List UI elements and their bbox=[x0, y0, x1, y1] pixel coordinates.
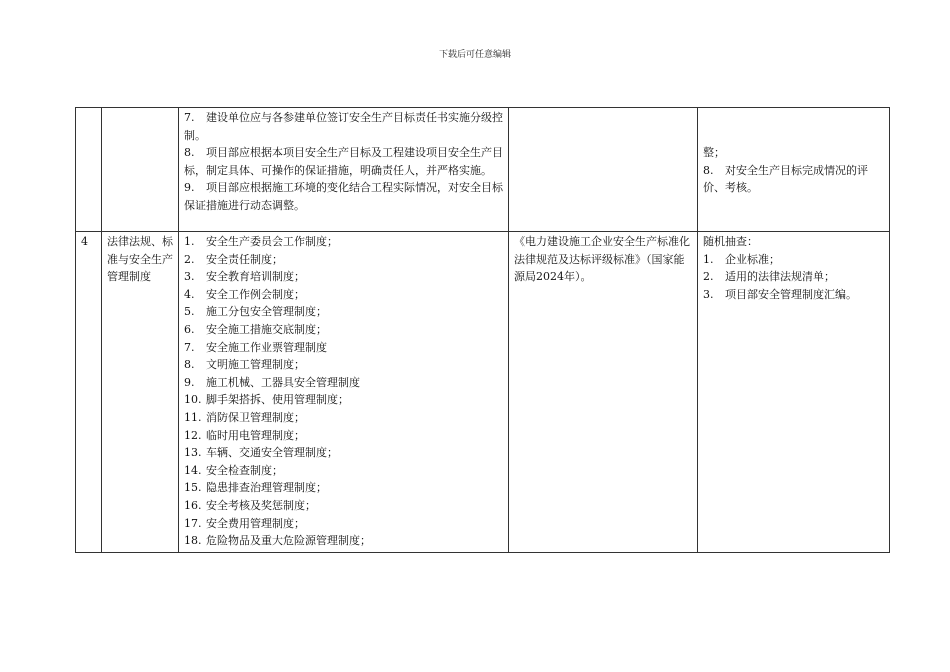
page-header-note: 下载后可任意编辑 bbox=[438, 50, 511, 60]
list-item bbox=[184, 462, 503, 480]
method-title: 随机抽查： bbox=[703, 235, 758, 248]
method-prefix: 整； bbox=[703, 146, 725, 159]
list-item bbox=[184, 321, 503, 339]
list-number: 9. bbox=[184, 181, 195, 195]
list-number: 3. bbox=[703, 287, 714, 301]
list-text: 建设单位应与各参建单位签订安全生产目标责任书实施分级控制。 bbox=[184, 111, 503, 142]
list-item bbox=[184, 374, 503, 392]
list-item bbox=[184, 109, 503, 144]
list-item bbox=[184, 356, 503, 374]
list-number: 2. bbox=[703, 270, 714, 284]
list-text: 适用的法律法规清单； bbox=[725, 270, 835, 284]
list-number: 6. bbox=[184, 322, 195, 336]
basis-cell: 《电力建设施工企业安全生产标准化法律规范及达标评级标准》（国家能源局2024年）。 bbox=[509, 232, 698, 553]
list-number: 15. bbox=[184, 481, 202, 495]
list-text: 项目部应根据本项目安全生产目标及工程建设项目安全生产目标，制定具体、可操作的保证措施，明确责任人，并严格实施。 bbox=[184, 146, 503, 177]
table-row bbox=[76, 108, 890, 232]
method-cell bbox=[698, 108, 890, 232]
list-item bbox=[184, 339, 503, 357]
list-text: 企业标准； bbox=[725, 252, 780, 266]
list-number: 8. bbox=[184, 358, 195, 372]
row-number-cell bbox=[76, 108, 102, 232]
list-text: 文明施工管理制度； bbox=[206, 358, 305, 372]
list-text: 施工机械、工器具安全管理制度 bbox=[206, 375, 360, 389]
list-number: 3. bbox=[184, 270, 195, 284]
list-text: 安全施工措施交底制度； bbox=[206, 322, 327, 336]
list-text: 安全生产委员会工作制度； bbox=[206, 235, 338, 248]
list-text: 对安全生产目标完成情况的评价、考核。 bbox=[703, 163, 868, 195]
list-text: 消防保卫管理制度； bbox=[206, 410, 305, 424]
list-text: 危险物品及重大危险源管理制度； bbox=[206, 534, 371, 548]
list-item bbox=[184, 179, 503, 214]
list-number: 5. bbox=[184, 305, 195, 319]
method-cell bbox=[698, 232, 890, 553]
requirements-list bbox=[184, 233, 503, 550]
list-text: 安全考核及奖惩制度； bbox=[206, 498, 316, 512]
list-text: 安全教育培训制度； bbox=[206, 270, 305, 284]
list-number: 14. bbox=[184, 463, 202, 477]
list-number: 1. bbox=[184, 235, 195, 248]
list-number: 2. bbox=[184, 252, 195, 266]
requirements-cell bbox=[179, 232, 509, 553]
list-item bbox=[184, 444, 503, 462]
list-text: 施工分包安全管理制度； bbox=[206, 305, 327, 319]
list-item bbox=[703, 162, 884, 197]
list-text: 脚手架搭拆、使用管理制度； bbox=[206, 393, 349, 407]
list-item bbox=[184, 303, 503, 321]
list-text: 安全责任制度； bbox=[206, 252, 283, 266]
list-text: 安全工作例会制度； bbox=[206, 287, 305, 301]
list-text: 项目部安全管理制度汇编。 bbox=[725, 287, 857, 301]
list-item bbox=[184, 268, 503, 286]
list-item bbox=[184, 532, 503, 550]
list-number: 8. bbox=[703, 163, 714, 177]
list-item bbox=[184, 391, 503, 409]
list-item bbox=[184, 286, 503, 304]
list-number: 12. bbox=[184, 428, 202, 442]
list-number: 17. bbox=[184, 516, 202, 530]
list-number: 4. bbox=[184, 287, 195, 301]
list-number: 8. bbox=[184, 146, 195, 160]
list-text: 临时用电管理制度； bbox=[206, 428, 305, 442]
list-number: 7. bbox=[184, 111, 195, 124]
list-number: 10. bbox=[184, 393, 202, 407]
table-row bbox=[76, 232, 890, 553]
list-item bbox=[184, 479, 503, 497]
list-text: 安全检查制度； bbox=[206, 463, 283, 477]
list-number: 11. bbox=[184, 410, 202, 424]
list-item bbox=[184, 497, 503, 515]
list-item bbox=[703, 251, 884, 269]
list-number: 1. bbox=[703, 252, 714, 266]
list-item bbox=[184, 409, 503, 427]
safety-standard-table bbox=[75, 107, 890, 553]
list-text: 车辆、交通安全管理制度； bbox=[206, 446, 338, 460]
row-number-cell: 4 bbox=[76, 232, 102, 553]
list-number: 9. bbox=[184, 375, 195, 389]
list-item bbox=[703, 268, 884, 286]
list-text: 项目部应根据施工环境的变化结合工程实际情况，对安全目标保证措施进行动态调整。 bbox=[184, 181, 503, 212]
list-number: 16. bbox=[184, 498, 202, 512]
item-cell: 法律法规、标准与安全生产管理制度 bbox=[102, 232, 179, 553]
requirements-cell bbox=[179, 108, 509, 232]
list-number: 13. bbox=[184, 446, 202, 460]
list-text: 安全费用管理制度； bbox=[206, 516, 305, 530]
list-item bbox=[184, 427, 503, 445]
list-text: 安全施工作业票管理制度 bbox=[206, 340, 327, 354]
list-item bbox=[703, 286, 884, 304]
item-cell bbox=[102, 108, 179, 232]
list-item bbox=[184, 233, 503, 251]
list-text: 隐患排查治理管理制度； bbox=[206, 481, 327, 495]
list-number: 7. bbox=[184, 340, 195, 354]
list-item bbox=[184, 144, 503, 179]
list-number: 18. bbox=[184, 534, 202, 548]
list-item bbox=[184, 515, 503, 533]
list-item bbox=[184, 251, 503, 269]
basis-cell bbox=[509, 108, 698, 232]
